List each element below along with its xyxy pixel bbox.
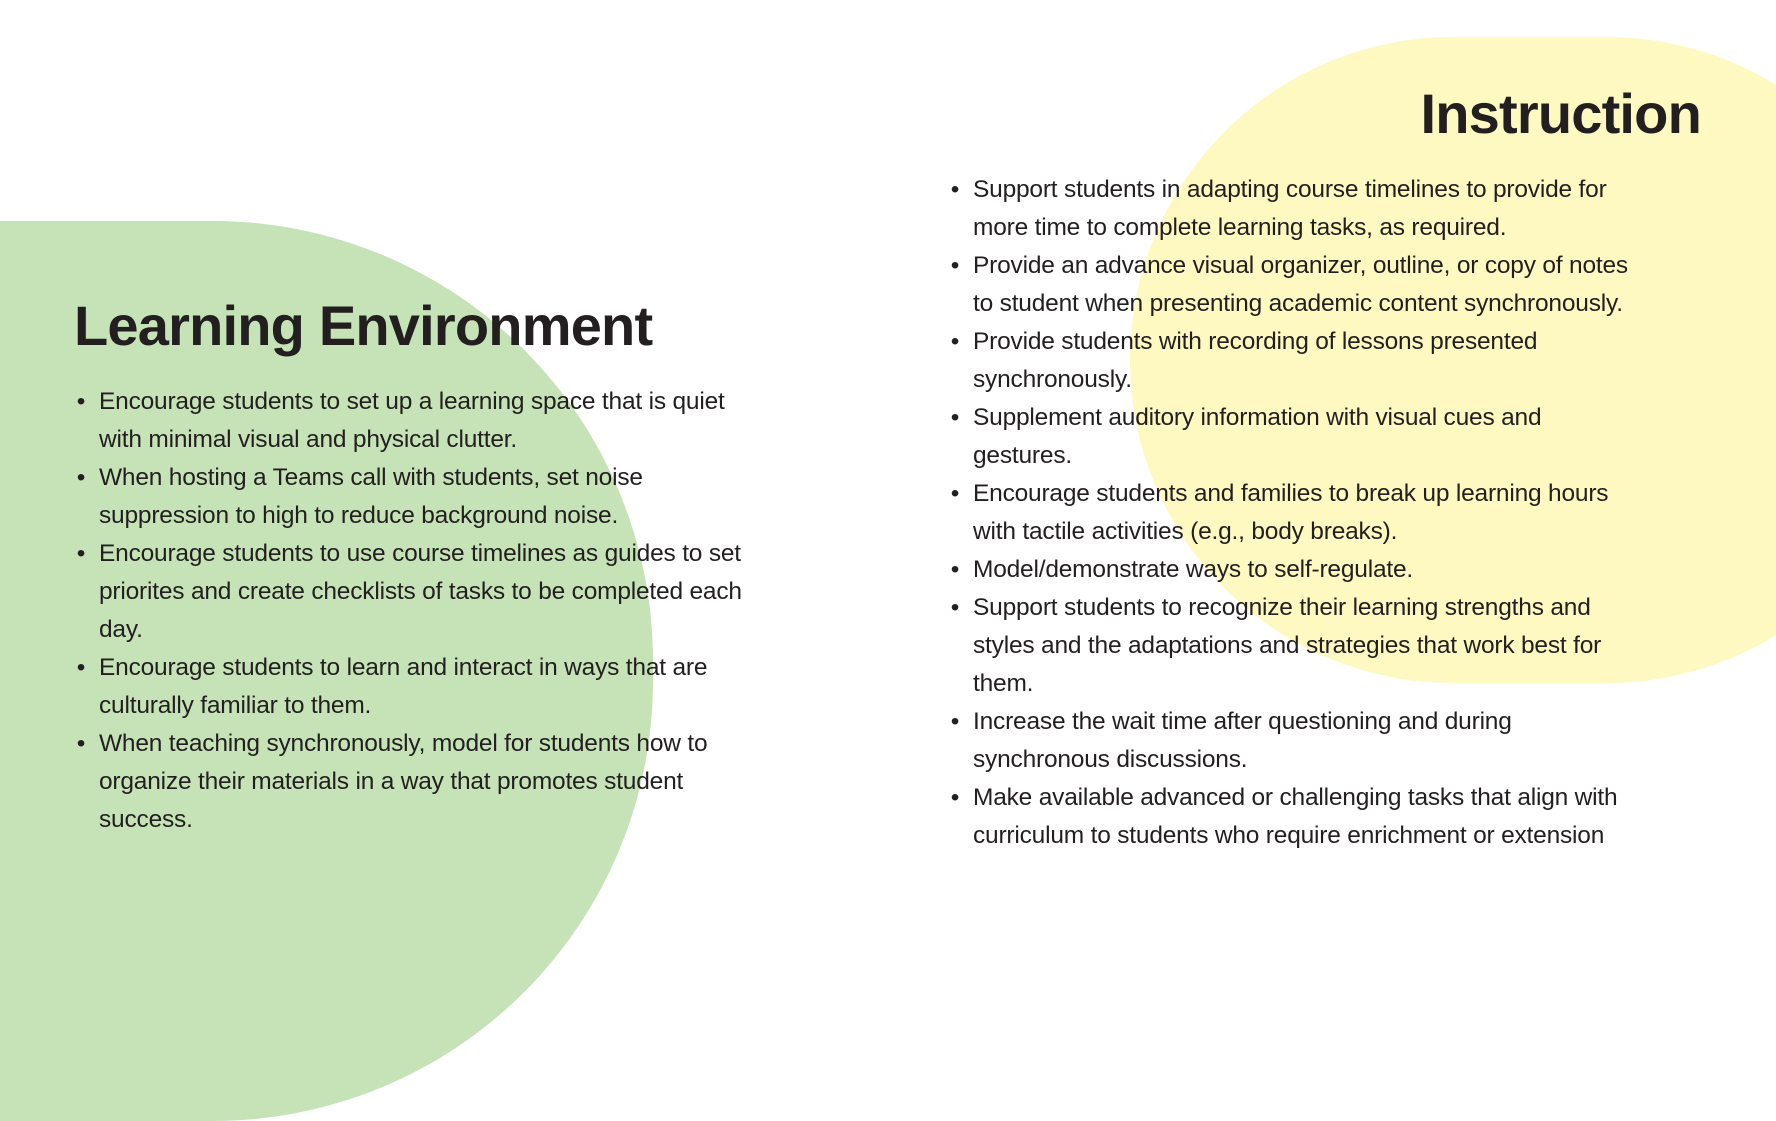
list-item-text-line: with tactile activities (e.g., body breaks). bbox=[973, 518, 1398, 545]
list-item-text-line: to student when presenting academic content synchronously. bbox=[973, 290, 1623, 317]
list-item-text-line: organize their materials in a way that promotes student bbox=[99, 768, 684, 795]
list-item-text-line: Make available advanced or challenging tasks that align with bbox=[973, 784, 1618, 811]
list-item bbox=[74, 383, 814, 459]
list-item bbox=[948, 475, 1708, 551]
list-item bbox=[74, 649, 814, 725]
bullet-icon: • bbox=[950, 328, 960, 355]
bullet-icon: • bbox=[950, 556, 960, 583]
learning-environment-title: Learning Environment bbox=[74, 294, 653, 357]
list-item-text-line: culturally familiar to them. bbox=[99, 692, 372, 719]
instruction-list bbox=[948, 171, 1708, 855]
list-item-text-line: Encourage students to learn and interact in ways that are bbox=[99, 654, 708, 681]
list-item-text-line: Provide an advance visual organizer, outline, or copy of notes bbox=[973, 252, 1628, 279]
bullet-icon: • bbox=[950, 594, 960, 621]
bullet-icon: • bbox=[76, 388, 86, 415]
list-item bbox=[948, 171, 1708, 247]
bullet-icon: • bbox=[950, 480, 960, 507]
list-item-text-line: more time to complete learning tasks, as required. bbox=[973, 214, 1507, 241]
bullet-icon: • bbox=[950, 404, 960, 431]
bullet-icon: • bbox=[76, 540, 86, 567]
list-item-text-line: Increase the wait time after questioning and during bbox=[973, 708, 1512, 735]
list-item-text-line: success. bbox=[99, 806, 193, 833]
list-item-text-line: suppression to high to reduce background noise. bbox=[99, 502, 619, 529]
instruction-title: Instruction bbox=[1420, 82, 1701, 145]
bullet-icon: • bbox=[76, 730, 86, 757]
list-item-text-line: them. bbox=[973, 670, 1034, 697]
list-item bbox=[948, 589, 1708, 703]
list-item bbox=[74, 535, 814, 649]
list-item-text-line: Encourage students to set up a learning space that is quiet bbox=[99, 388, 725, 415]
list-item bbox=[74, 725, 814, 839]
list-item bbox=[948, 399, 1708, 475]
list-item-text-line: Model/demonstrate ways to self-regulate. bbox=[973, 556, 1414, 583]
bullet-icon: • bbox=[950, 176, 960, 203]
list-item-text-line: Support students in adapting course timelines to provide for bbox=[973, 176, 1607, 203]
list-item bbox=[948, 703, 1708, 779]
list-item-text-line: day. bbox=[99, 616, 143, 643]
list-item-text-line: When hosting a Teams call with students, set noise bbox=[99, 464, 643, 491]
list-item-text-line: When teaching synchronously, model for students how to bbox=[99, 730, 708, 757]
list-item bbox=[74, 459, 814, 535]
list-item-text-line: Encourage students and families to break up learning hours bbox=[973, 480, 1609, 507]
list-item-text-line: with minimal visual and physical clutter. bbox=[99, 426, 518, 453]
learning-environment-list bbox=[74, 383, 814, 839]
list-item-text-line: gestures. bbox=[973, 442, 1072, 469]
list-item-text-line: priorites and create checklists of tasks to be completed each bbox=[99, 578, 742, 605]
bullet-icon: • bbox=[950, 708, 960, 735]
bullet-icon: • bbox=[76, 654, 86, 681]
list-item-text-line: Supplement auditory information with visual cues and bbox=[973, 404, 1542, 431]
bullet-icon: • bbox=[76, 464, 86, 491]
list-item bbox=[948, 323, 1708, 399]
bullet-icon: • bbox=[950, 784, 960, 811]
list-item bbox=[948, 247, 1708, 323]
list-item-text-line: Provide students with recording of lessons presented bbox=[973, 328, 1538, 355]
list-item-text-line: curriculum to students who require enrichment or extension bbox=[973, 822, 1605, 849]
list-item-text-line: synchronous discussions. bbox=[973, 746, 1248, 773]
list-item-text-line: synchronously. bbox=[973, 366, 1132, 393]
list-item-text-line: styles and the adaptations and strategies that work best for bbox=[973, 632, 1602, 659]
bullet-icon: • bbox=[950, 252, 960, 279]
list-item-text-line: Encourage students to use course timelines as guides to set bbox=[99, 540, 741, 567]
list-item bbox=[948, 551, 1708, 589]
list-item-text-line: Support students to recognize their learning strengths and bbox=[973, 594, 1591, 621]
